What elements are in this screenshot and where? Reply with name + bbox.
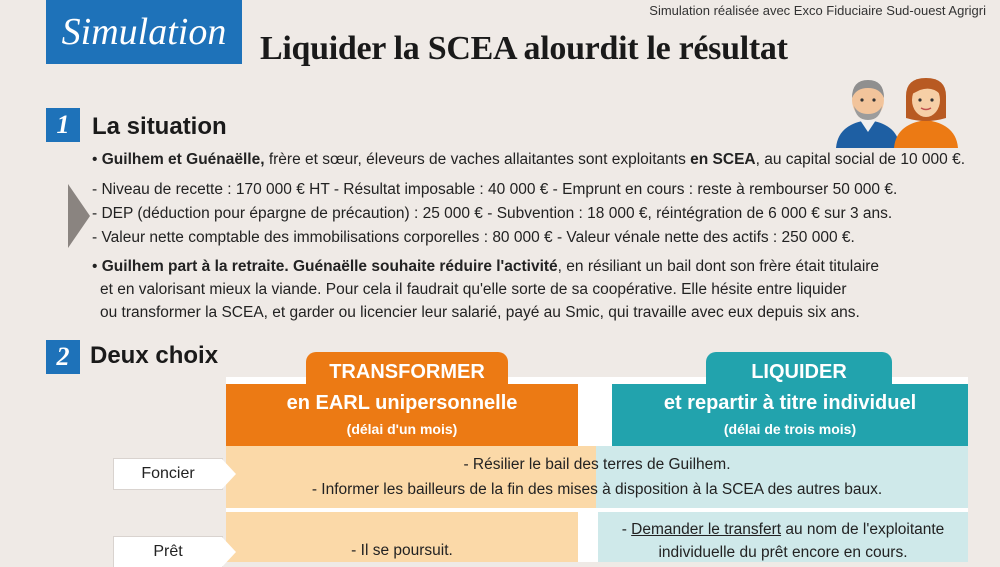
liquider-line1: et repartir à titre individuel — [663, 392, 917, 414]
situation-line-7: ou transformer la SCEA, et garder ou licencier leur salarié, payé au Smic, qui travaille avec eux depuis six ans. — [100, 304, 860, 321]
foncier-line-1: - Résilier le bail des terres de Guilhem. — [463, 456, 731, 473]
bullet1-text: frère et sœur, éleveurs de vaches allaitantes sont exploitants — [264, 151, 691, 168]
situation-bullet-1: • Guilhem et Guénaëlle, frère et sœur, éleveurs de vaches allaitantes sont exploitants en SCEA, au capital social de 10 000 €. — [92, 151, 966, 168]
transformer-tab: TRANSFORMER — [306, 352, 508, 388]
bullet1-bold2: en SCEA — [690, 151, 756, 168]
liquider-tab: LIQUIDER — [706, 352, 892, 388]
pret-right-post: au nom de l'exploitante — [781, 521, 945, 538]
situation-line-4: - Valeur nette comptable des immobilisations corporelles : 80 000 € - Valeur vénale nette des actifs : 250 000 €. — [92, 229, 855, 246]
pret-right-pre: - — [621, 521, 632, 538]
liquider-line2: (délai de trois mois) — [723, 421, 857, 437]
situation-bullet-2: • Guilhem part à la retraite. Guénaëlle souhaite réduire l'activité, en résiliant un bail dont son frère était titulaire — [92, 258, 880, 275]
liquider-header — [612, 384, 968, 446]
section1-number: 1 — [46, 108, 80, 142]
pret-right-line-1 — [598, 521, 968, 539]
section1-title: La situation — [92, 113, 227, 140]
page-title: Liquider la SCEA alourdit le résultat — [260, 30, 788, 67]
foncier-line-2: - Informer les bailleurs de la fin des mises à disposition à la SCEA des autres baux. — [311, 481, 883, 498]
row-label-foncier: Foncier — [114, 459, 222, 489]
pret-right-line-2: individuelle du prêt encore en cours. — [658, 544, 908, 561]
transformer-line1: en EARL unipersonnelle — [286, 392, 518, 414]
transformer-header — [226, 384, 578, 446]
pret-left-text: - Il se poursuit. — [351, 542, 453, 559]
bullet1-bold: Guilhem et Guénaëlle, — [101, 151, 265, 168]
credit-line: Simulation réalisée avec Exco Fiduciaire Sud-ouest Agrigri — [649, 3, 986, 18]
arrow-marker — [68, 184, 90, 248]
section2-number: 2 — [46, 340, 80, 374]
simulation-tag: Simulation — [46, 0, 242, 64]
pret-right-underlined: Demander le transfert — [631, 521, 782, 538]
situation-line-2: - Niveau de recette : 170 000 € HT - Résultat imposable : 40 000 € - Emprunt en cours : reste à rembourser 50 000 €. — [92, 181, 898, 198]
situation-line-3: - DEP (déduction pour épargne de précaution) : 25 000 € - Subvention : 18 000 €, réintégration de 6 000 € sur 3 ans. — [92, 205, 893, 222]
bullet2-text: , en résiliant un bail dont son frère était titulaire — [557, 258, 880, 275]
bullet1-end: , au capital social de 10 000 €. — [755, 151, 966, 168]
people-illustration — [834, 76, 964, 148]
transformer-line2: (délai d'un mois) — [346, 421, 458, 437]
section2-title: Deux choix — [90, 342, 219, 369]
bullet2-bold: Guilhem part à la retraite. Guénaëlle souhaite réduire l'activité — [101, 258, 558, 275]
row-label-pret: Prêt — [114, 537, 222, 567]
situation-line-6: et en valorisant mieux la viande. Pour cela il faudrait qu'elle sorte de sa coopérative. Elle hésite entre liquider — [100, 281, 847, 298]
